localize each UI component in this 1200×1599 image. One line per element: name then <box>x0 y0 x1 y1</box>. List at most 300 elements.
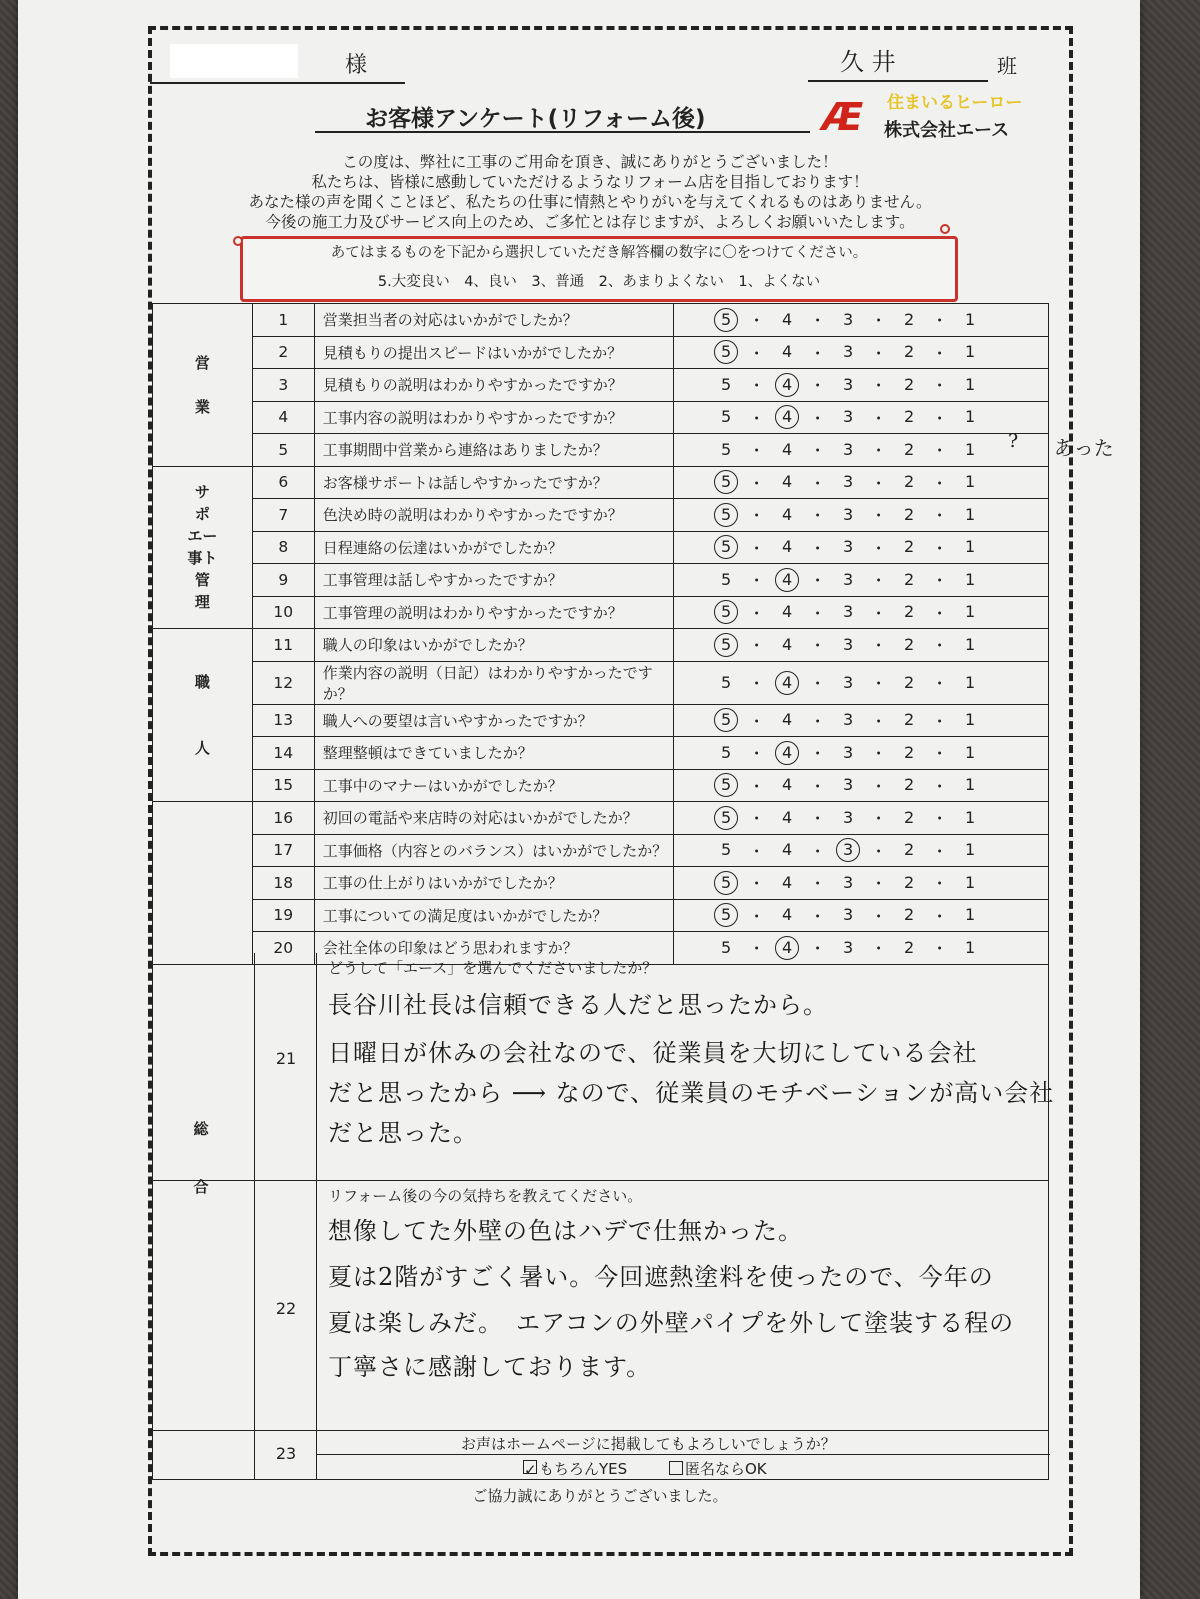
rating-option-selected[interactable]: 4 <box>775 936 799 960</box>
question-number: 11 <box>252 629 314 662</box>
question-text: 初回の電話や来店時の対応はいかがでしたか？ <box>314 802 673 835</box>
q22-box <box>152 1181 1049 1431</box>
q22-answer-line: 夏は楽しみだ。 エアコンの外壁パイプを外して塗装する程の <box>328 1309 1015 1337</box>
rating-option[interactable]: 1 <box>965 407 976 427</box>
question-row <box>153 769 1049 802</box>
rating-option[interactable]: 3 <box>843 905 854 925</box>
rating-option[interactable]: 1 <box>965 439 976 459</box>
rating-option[interactable]: 3 <box>843 569 854 589</box>
rating-scale <box>674 838 1048 862</box>
separator-dot-icon: ・ <box>809 311 826 331</box>
separator-dot-icon: ・ <box>809 636 826 656</box>
rating-option[interactable]: 2 <box>904 439 915 459</box>
question-number: 4 <box>252 401 314 434</box>
rating-scale <box>674 671 1048 695</box>
separator-dot-icon: ・ <box>809 841 826 861</box>
rating-scale <box>674 535 1048 559</box>
rating-option[interactable]: 3 <box>843 374 854 394</box>
rating-option[interactable]: 2 <box>904 710 915 730</box>
separator-dot-icon: ・ <box>748 311 765 331</box>
separator-dot-icon: ・ <box>931 571 948 591</box>
rating-cell <box>674 629 1049 662</box>
rating-option[interactable]: 5 <box>721 374 732 394</box>
separator-dot-icon: ・ <box>870 939 887 959</box>
rating-option[interactable]: 1 <box>965 937 976 957</box>
rating-option-selected[interactable]: 5 <box>714 470 738 494</box>
separator-dot-icon: ・ <box>870 744 887 764</box>
rating-option[interactable]: 3 <box>843 407 854 427</box>
rating-cell <box>674 434 1049 467</box>
intro-line: 今後の施工力及びサービス向上のため、ご多忙とは存じますが、よろしくお願いいたします。 <box>265 213 915 231</box>
rating-scale <box>674 633 1048 657</box>
rating-option[interactable]: 1 <box>965 472 976 492</box>
separator-dot-icon: ・ <box>931 809 948 829</box>
rating-cell <box>674 867 1049 900</box>
separator-dot-icon: ・ <box>870 636 887 656</box>
rating-option[interactable]: 1 <box>965 807 976 827</box>
rating-option[interactable]: 3 <box>843 309 854 329</box>
q5-handwritten-note: あった <box>1054 436 1114 460</box>
rating-option[interactable]: 1 <box>965 569 976 589</box>
rating-cell <box>674 369 1049 402</box>
rating-option[interactable]: 4 <box>782 634 793 654</box>
separator-dot-icon: ・ <box>870 311 887 331</box>
separator-dot-icon: ・ <box>870 841 887 861</box>
rating-cell <box>674 531 1049 564</box>
rating-option[interactable]: 1 <box>965 672 976 692</box>
rating-scale <box>674 806 1048 830</box>
rating-option[interactable]: 4 <box>782 342 793 362</box>
rating-option[interactable]: 4 <box>782 807 793 827</box>
q23-prompt: お声はホームページに掲載してもよろしいでしょうか？ <box>461 1435 836 1453</box>
question-text: 作業内容の説明（日記）はわかりやすかったですか？ <box>314 661 673 704</box>
separator-dot-icon: ・ <box>931 408 948 428</box>
customer-name-redacted <box>170 44 298 78</box>
separator-dot-icon: ・ <box>870 711 887 731</box>
rating-option[interactable]: 3 <box>843 672 854 692</box>
q22-answer-line: 想像してた外壁の色はハデで仕無かった。 <box>328 1217 803 1245</box>
separator-dot-icon: ・ <box>809 473 826 493</box>
rating-option[interactable]: 3 <box>843 742 854 762</box>
separator-dot-icon: ・ <box>931 311 948 331</box>
rating-option-selected[interactable]: 4 <box>775 568 799 592</box>
separator-dot-icon: ・ <box>748 809 765 829</box>
checkbox-icon[interactable] <box>669 1461 683 1475</box>
page-title: お客様アンケート(リフォーム後) <box>365 106 706 132</box>
separator-dot-icon: ・ <box>931 841 948 861</box>
rating-option[interactable]: 2 <box>904 872 915 892</box>
question-row <box>153 704 1049 737</box>
rating-option[interactable]: 1 <box>965 537 976 557</box>
question-row <box>153 899 1049 932</box>
rating-option[interactable]: 2 <box>904 672 915 692</box>
separator-dot-icon: ・ <box>870 506 887 526</box>
rating-cell <box>674 596 1049 629</box>
rating-option[interactable]: 3 <box>843 807 854 827</box>
separator-dot-icon: ・ <box>748 603 765 623</box>
question-row <box>153 369 1049 402</box>
rating-table <box>152 303 1049 965</box>
rating-option[interactable]: 5 <box>721 439 732 459</box>
rating-option-selected[interactable]: 5 <box>714 535 738 559</box>
customer-suffix: 様 <box>345 53 368 78</box>
question-row <box>153 661 1049 704</box>
rating-scale <box>674 438 1048 462</box>
question-row <box>153 629 1049 662</box>
q21-answer-line: だと思ったから ⟶ なので、従業員のモチベーションが高い会社 <box>328 1079 1055 1107</box>
separator-dot-icon: ・ <box>809 376 826 396</box>
rating-cell <box>674 802 1049 835</box>
separator-dot-icon: ・ <box>748 711 765 731</box>
rating-option-selected[interactable]: 4 <box>775 405 799 429</box>
separator-dot-icon: ・ <box>748 939 765 959</box>
question-text: 色決め時の説明はわかりやすかったですか？ <box>314 499 673 532</box>
rating-option[interactable]: 4 <box>782 775 793 795</box>
rating-option[interactable]: 3 <box>843 439 854 459</box>
rating-scale <box>674 708 1048 732</box>
question-number: 14 <box>252 737 314 770</box>
separator-dot-icon: ・ <box>809 776 826 796</box>
q23-option-yes-label: もちろんYES <box>539 1460 628 1478</box>
scroll-curl-icon <box>940 224 950 234</box>
rating-option[interactable]: 3 <box>843 937 854 957</box>
q21-answer-line: 日曜日が休みの会社なので、従業員を大切にしている会社 <box>328 1039 978 1067</box>
separator-dot-icon: ・ <box>931 674 948 693</box>
question-row <box>153 834 1049 867</box>
q23-box <box>152 1430 1049 1480</box>
question-row <box>153 737 1049 770</box>
rating-option[interactable]: 2 <box>904 342 915 362</box>
customer-name-line <box>150 82 405 84</box>
separator-dot-icon: ・ <box>931 906 948 926</box>
separator-dot-icon: ・ <box>809 571 826 591</box>
instructions-scroll <box>240 236 958 302</box>
question-number: 6 <box>252 466 314 499</box>
instructions-line: あてはまるものを下記から選択していただき解答欄の数字に〇をつけてください。 <box>330 245 868 261</box>
question-text: 見積もりの説明はわかりやすかったですか？ <box>314 369 673 402</box>
rating-scale <box>674 308 1048 332</box>
rating-cell <box>674 661 1049 704</box>
rating-option[interactable]: 2 <box>904 569 915 589</box>
question-text: 営業担当者の対応はいかがでしたか？ <box>314 304 673 337</box>
rating-option[interactable]: 2 <box>904 407 915 427</box>
separator-dot-icon: ・ <box>870 538 887 558</box>
question-text: お客様サポートは話しやすかったですか？ <box>314 466 673 499</box>
rating-option-selected[interactable]: 5 <box>714 340 738 364</box>
overall-category-label <box>186 1100 216 1216</box>
q23-option-anon-label: 匿名ならOK <box>685 1460 767 1478</box>
rating-option[interactable]: 4 <box>782 602 793 622</box>
separator-dot-icon: ・ <box>748 376 765 396</box>
rating-option[interactable]: 3 <box>843 342 854 362</box>
rating-option[interactable]: 5 <box>721 672 732 692</box>
separator-dot-icon: ・ <box>748 744 765 764</box>
separator-dot-icon: ・ <box>870 906 887 926</box>
question-row <box>153 336 1049 369</box>
separator-dot-icon: ・ <box>931 603 948 623</box>
rating-option-selected[interactable]: 5 <box>714 903 738 927</box>
question-row <box>153 867 1049 900</box>
rating-option[interactable]: 2 <box>904 775 915 795</box>
rating-option[interactable]: 3 <box>843 504 854 524</box>
question-number: 15 <box>252 769 314 802</box>
q22-prompt: リフォーム後の今の気持ちを教えてください。 <box>328 1187 643 1205</box>
separator-dot-icon: ・ <box>870 674 887 693</box>
q21-box <box>152 953 1055 1181</box>
rating-option[interactable]: 1 <box>965 374 976 394</box>
separator-dot-icon: ・ <box>870 408 887 428</box>
question-number: 1 <box>252 304 314 337</box>
question-number: 10 <box>252 596 314 629</box>
rating-option[interactable]: 3 <box>843 602 854 622</box>
rating-cell <box>674 834 1049 867</box>
separator-dot-icon: ・ <box>748 538 765 558</box>
question-text: 会社全体の印象はどう思われますか？ <box>314 932 673 965</box>
rating-option-selected[interactable]: 4 <box>775 373 799 397</box>
question-row <box>153 531 1049 564</box>
separator-dot-icon: ・ <box>870 343 887 363</box>
question-row <box>153 596 1049 629</box>
rating-option[interactable]: 4 <box>782 905 793 925</box>
separator-dot-icon: ・ <box>931 874 948 894</box>
rating-option-selected[interactable]: 5 <box>714 773 738 797</box>
rating-option[interactable]: 5 <box>721 937 732 957</box>
rating-option[interactable]: 3 <box>843 710 854 730</box>
rating-scale <box>674 568 1048 592</box>
q23-category-cell <box>153 1430 255 1479</box>
overall-label-text: 総 合 <box>193 1120 209 1196</box>
rating-option[interactable]: 1 <box>965 872 976 892</box>
question-text: 見積もりの提出スピードはいかがでしたか？ <box>314 336 673 369</box>
rating-option[interactable]: 2 <box>904 840 915 860</box>
rating-option[interactable]: 1 <box>965 504 976 524</box>
rating-scale <box>674 405 1048 429</box>
rating-option[interactable]: 5 <box>721 407 732 427</box>
rating-scale <box>674 903 1048 927</box>
separator-dot-icon: ・ <box>809 441 826 461</box>
separator-dot-icon: ・ <box>748 343 765 363</box>
rating-option[interactable]: 4 <box>782 504 793 524</box>
q23-number: 23 <box>275 1444 297 1463</box>
company-name: 株式会社エース <box>884 120 1010 141</box>
rating-option[interactable]: 2 <box>904 309 915 329</box>
question-number: 2 <box>252 336 314 369</box>
rating-option[interactable]: 5 <box>721 840 732 860</box>
question-number: 12 <box>252 661 314 704</box>
q22-answer-line: 丁寧さに感謝しております。 <box>328 1353 652 1381</box>
rating-option[interactable]: 3 <box>843 537 854 557</box>
separator-dot-icon: ・ <box>809 809 826 829</box>
question-number: 3 <box>252 369 314 402</box>
q5-question-mark: ? <box>1008 430 1019 452</box>
separator-dot-icon: ・ <box>931 744 948 764</box>
separator-dot-icon: ・ <box>870 441 887 461</box>
company-tagline: 住まいるヒーロー <box>887 93 1023 113</box>
rating-option[interactable]: 4 <box>782 840 793 860</box>
rating-option[interactable]: 3 <box>843 634 854 654</box>
rating-option[interactable]: 1 <box>965 840 976 860</box>
rating-scale <box>674 773 1048 797</box>
separator-dot-icon: ・ <box>931 939 948 959</box>
question-text: 工事についての満足度はいかがでしたか？ <box>314 899 673 932</box>
question-text: 工事の仕上がりはいかがでしたか？ <box>314 867 673 900</box>
rating-option-selected[interactable]: 5 <box>714 600 738 624</box>
separator-dot-icon: ・ <box>870 603 887 623</box>
question-number: 5 <box>252 434 314 467</box>
rating-option[interactable]: 2 <box>904 472 915 492</box>
separator-dot-icon: ・ <box>809 939 826 959</box>
q23-option-yes[interactable] <box>523 1458 627 1479</box>
rating-option-selected[interactable]: 4 <box>775 671 799 695</box>
rating-option[interactable]: 1 <box>965 342 976 362</box>
q22-answer-line: 夏は2階がすごく暑い。今回遮熱塗料を使ったので、今年の <box>328 1263 994 1291</box>
rating-option[interactable]: 2 <box>904 504 915 524</box>
q23-divider <box>317 1454 1050 1455</box>
rating-option[interactable]: 3 <box>843 775 854 795</box>
q23-option-anon[interactable] <box>669 1458 767 1479</box>
scroll-curl-icon <box>233 236 243 246</box>
rating-option[interactable]: 2 <box>904 937 915 957</box>
rating-option[interactable]: 2 <box>904 905 915 925</box>
rating-option-selected[interactable]: 5 <box>714 633 738 657</box>
rating-option[interactable]: 3 <box>843 472 854 492</box>
category-label: 職 人 <box>153 629 253 802</box>
rating-option[interactable]: 1 <box>965 775 976 795</box>
question-text: 工事中のマナーはいかがでしたか？ <box>314 769 673 802</box>
question-number: 16 <box>252 802 314 835</box>
rating-scale <box>674 503 1048 527</box>
rating-option[interactable]: 1 <box>965 309 976 329</box>
q21-prompt: どうして「エース」を選んでくださいましたか？ <box>328 959 658 977</box>
title-underline <box>315 131 810 133</box>
separator-dot-icon: ・ <box>809 506 826 526</box>
separator-dot-icon: ・ <box>809 343 826 363</box>
rating-option[interactable]: 2 <box>904 742 915 762</box>
separator-dot-icon: ・ <box>870 473 887 493</box>
separator-dot-icon: ・ <box>748 506 765 526</box>
question-text: 工事価格（内容とのバランス）はいかがでしたか？ <box>314 834 673 867</box>
separator-dot-icon: ・ <box>931 636 948 656</box>
rating-option[interactable]: 2 <box>904 602 915 622</box>
rating-cell <box>674 704 1049 737</box>
rating-cell <box>674 769 1049 802</box>
rating-scale <box>674 741 1048 765</box>
rating-option-selected[interactable]: 5 <box>714 871 738 895</box>
team-suffix: 班 <box>997 54 1017 78</box>
rating-option[interactable]: 1 <box>965 905 976 925</box>
separator-dot-icon: ・ <box>809 538 826 558</box>
rating-option[interactable]: 3 <box>843 872 854 892</box>
rating-option[interactable]: 4 <box>782 872 793 892</box>
question-text: 職人への要望は言いやすかったですか？ <box>314 704 673 737</box>
rating-cell <box>674 499 1049 532</box>
rating-option[interactable]: 5 <box>721 742 732 762</box>
footer-thanks: ご協力誠にありがとうございました。 <box>472 1487 728 1505</box>
question-row <box>153 466 1049 499</box>
separator-dot-icon: ・ <box>748 874 765 894</box>
rating-option[interactable]: 4 <box>782 472 793 492</box>
separator-dot-icon: ・ <box>748 408 765 428</box>
rating-option-selected[interactable]: 5 <box>714 308 738 332</box>
rating-option[interactable]: 4 <box>782 537 793 557</box>
rating-option[interactable]: 1 <box>965 742 976 762</box>
rating-scale <box>674 871 1048 895</box>
question-row <box>153 802 1049 835</box>
category-label <box>153 802 253 965</box>
separator-dot-icon: ・ <box>931 376 948 396</box>
rating-legend: 5.大変良い 4、良い 3、普通 2、あまりよくない 1、よくない <box>377 274 821 290</box>
rating-option[interactable]: 4 <box>782 439 793 459</box>
rating-option-selected[interactable]: 4 <box>775 741 799 765</box>
rating-option-selected[interactable]: 5 <box>714 806 738 830</box>
separator-dot-icon: ・ <box>931 473 948 493</box>
question-number: 20 <box>252 932 314 965</box>
separator-dot-icon: ・ <box>809 674 826 693</box>
separator-dot-icon: ・ <box>870 571 887 591</box>
rating-option[interactable]: 2 <box>904 807 915 827</box>
rating-option[interactable]: 4 <box>782 309 793 329</box>
rating-option[interactable]: 5 <box>721 569 732 589</box>
separator-dot-icon: ・ <box>748 571 765 591</box>
separator-dot-icon: ・ <box>748 776 765 796</box>
separator-dot-icon: ・ <box>809 408 826 428</box>
rating-option[interactable]: 1 <box>965 602 976 622</box>
separator-dot-icon: ・ <box>748 906 765 926</box>
question-row <box>153 499 1049 532</box>
overall-category-cell <box>153 1181 255 1430</box>
rating-option-selected[interactable]: 3 <box>836 838 860 862</box>
separator-dot-icon: ・ <box>809 906 826 926</box>
question-number: 7 <box>252 499 314 532</box>
separator-dot-icon: ・ <box>931 441 948 461</box>
question-row <box>153 401 1049 434</box>
question-text: 日程連絡の伝達はいかがでしたか？ <box>314 531 673 564</box>
rating-option[interactable]: 2 <box>904 374 915 394</box>
q21-answer-line: だと思った。 <box>328 1119 478 1147</box>
q21-number: 21 <box>275 1049 297 1068</box>
checkbox-checked-icon[interactable]: ✓ <box>524 1461 537 1479</box>
question-number: 17 <box>252 834 314 867</box>
question-text: 工事管理は話しやすかったですか？ <box>314 564 673 597</box>
separator-dot-icon: ・ <box>809 744 826 764</box>
rating-option[interactable]: 1 <box>965 634 976 654</box>
separator-dot-icon: ・ <box>748 841 765 861</box>
rating-option[interactable]: 4 <box>782 710 793 730</box>
rating-option[interactable]: 1 <box>965 710 976 730</box>
company-logo-icon: Æ <box>822 95 864 139</box>
rating-option-selected[interactable]: 5 <box>714 503 738 527</box>
question-text: 工事管理の説明はわかりやすかったですか？ <box>314 596 673 629</box>
separator-dot-icon: ・ <box>748 674 765 693</box>
separator-dot-icon: ・ <box>931 343 948 363</box>
team-name-line <box>808 80 988 82</box>
q21-answer-line: 長谷川社長は信頼できる人だと思ったから。 <box>328 991 828 1019</box>
rating-cell <box>674 564 1049 597</box>
rating-option[interactable]: 2 <box>904 537 915 557</box>
intro-text <box>150 152 1030 232</box>
question-number: 8 <box>252 531 314 564</box>
rating-scale <box>674 470 1048 494</box>
rating-cell <box>674 401 1049 434</box>
question-row <box>153 564 1049 597</box>
separator-dot-icon: ・ <box>931 711 948 731</box>
question-text: 職人の印象はいかがでしたか？ <box>314 629 673 662</box>
rating-option-selected[interactable]: 5 <box>714 708 738 732</box>
q22-number: 22 <box>275 1299 297 1318</box>
rating-cell <box>674 899 1049 932</box>
rating-scale <box>674 373 1048 397</box>
rating-option[interactable]: 2 <box>904 634 915 654</box>
